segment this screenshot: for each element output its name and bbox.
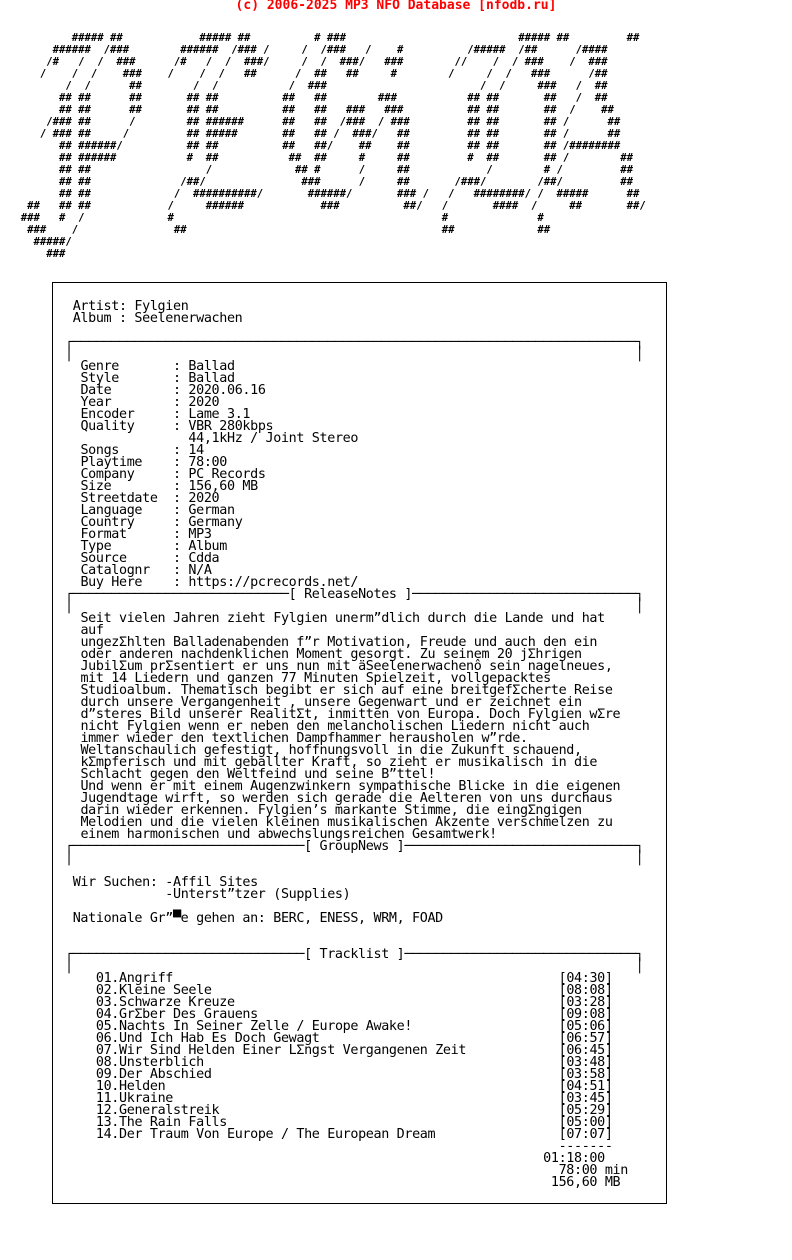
track-row: 09.Der Abschied [03:58] — [95, 1067, 613, 1082]
release-notes-text: Weltanschaulich gefestigt, hoffnungsvoll in die Zukunft schauend, — [80, 743, 582, 758]
info-value: Ballad — [188, 371, 235, 386]
track-time: 07:07 — [566, 1127, 605, 1142]
tracklist-heading: [ Tracklist ] — [304, 947, 405, 962]
info-label: Encoder — [80, 407, 173, 422]
track-row: 12.Generalstreik [05:29] — [95, 1103, 613, 1118]
info-row: Catalognr : N/A — [80, 563, 212, 578]
info-value: 156,60 MB — [188, 479, 258, 494]
info-label: Country — [80, 515, 173, 530]
info-row: Quality : VBR 280kbps — [80, 419, 274, 434]
track-time: 06:57 — [566, 1031, 605, 1046]
info-row: Type : Album — [80, 539, 227, 554]
nfo-box — [52, 282, 667, 1204]
track-time: 05:06 — [566, 1019, 605, 1034]
nfo-text — [65, 301, 643, 1189]
track-number: 08 — [95, 1055, 112, 1070]
info-row: Year : 2020 — [80, 395, 220, 410]
info-row: Size : 156,60 MB — [80, 479, 258, 494]
track-number: 03 — [95, 995, 112, 1010]
track-number: 09 — [95, 1067, 112, 1082]
info-row: Language : German — [80, 503, 235, 518]
info-row: Encoder : Lame 3.1 — [80, 407, 251, 422]
track-row: 07.Wir Sind Helden Einer LΣngst Vergangenen Zeit [06:45] — [95, 1043, 613, 1058]
track-row: 13.The Rain Falls [05:00] — [95, 1115, 613, 1130]
info-label: Year — [80, 395, 173, 410]
release-notes-text: durch unsere Vergangenheit , unsere Gegenwart und er zeichnet ein — [80, 695, 582, 710]
release-notes-text: auf — [80, 623, 104, 638]
album-line: Album : Seelenerwachen — [65, 311, 243, 326]
info-label: Source — [80, 551, 173, 566]
info-value: 2020 — [188, 395, 220, 410]
ascii-logo: ##### ## ##### ## # ### ##### ## ## ###### /### ###### /### / / /### / # /##### /## /#### /# / / ### /# / / ###/ / / ###/ ### // / / ### / ### / / / ### / / / ## / ## ## # / / / ### /## / / ## / / / ### / / ### / ## ## ## ## ## ## ## ## ### ## ## ## / ## ## ## ## ## ## ## ## ### ### ## ## ## / ## /### ## / ## ###### ## ## /### / ### ## ## ## / ## / ### ## / ## ##### ## ## / ###/ ## ## ## ## / ## ## ######/ ## ## ## ##/ ## ## ## ## ## /######## ## ###### # ## ## ## # ## # ## ## / ## ## ## / ## # / ## / # / ## ## ## /##/ ### / ## /###/ /##/ ## ## ## / ##########/ ######/ ### / / ########/ / ##### ## ## ## ## / ###### ### ##/ / #### / ## ##/ ### # / # # # ### / ## ## ## #####/ ### — [20, 32, 646, 260]
track-time: 04:51 — [566, 1079, 605, 1094]
track-row: 06.Und Ich Hab Es Doch Gewagt [06:57] — [95, 1031, 613, 1046]
info-label: Buy Here — [80, 575, 173, 590]
release-notes-text: Schlacht gegen den Weltfeind und seine B”ttel! — [80, 767, 436, 782]
track-title: The Rain Falls — [119, 1115, 227, 1130]
release-notes-text: mit 14 Liedern und ganzen 77 Minuten Spielzeit, vollgepacktes — [80, 671, 551, 686]
info-row: Genre : Ballad — [80, 359, 235, 374]
search-item: -Unterst”tzer (Supplies) — [165, 887, 351, 902]
info-label: Quality — [80, 419, 173, 434]
search-label: Wir Suchen: — [72, 875, 158, 890]
info-label: Company — [80, 467, 173, 482]
info-row: Format : MP3 — [80, 527, 212, 542]
total-size: 156,60 MB — [550, 1175, 621, 1190]
info-rule: ┌─────────────────────────────────────────────────────────────────────────┐ — [65, 335, 644, 350]
track-number: 02 — [95, 983, 112, 998]
section-rule: ┌────────────────────────────[ ReleaseNotes ]─────────────────────────────┐ — [65, 587, 644, 602]
group-news-heading: [ GroupNews ] — [304, 839, 405, 854]
box-side: │ │ — [65, 599, 644, 614]
track-number: 13 — [95, 1115, 112, 1130]
info-row: Source : Cdda — [80, 551, 220, 566]
release-notes-text: Melodien und die vielen kleinen musikalischen Akzente verschmelzen zu — [80, 815, 613, 830]
info-value: Album — [188, 539, 227, 554]
info-value: 44,1kHz / Joint Stereo — [188, 431, 359, 446]
track-title: Angriff — [119, 971, 173, 986]
totals-separator: ------- — [558, 1139, 613, 1154]
info-label: Style — [80, 371, 173, 386]
release-notes-text: Seit vielen Jahren zieht Fylgien unerm”dlich durch die Lande und hat — [80, 611, 605, 626]
release-notes-line — [65, 611, 605, 626]
info-value: 78:00 — [188, 455, 227, 470]
track-row: 14.Der Traum Von Europe / The European Dream [07:07] — [95, 1127, 613, 1142]
release-notes-text: oder anderen nachdenklichen Moment gesorgt. Zu seinem 20 jΣhrigen — [80, 647, 582, 662]
info-value: Lame 3.1 — [188, 407, 251, 422]
section-rule: ┌──────────────────────────────[ GroupNews ]──────────────────────────────┐ — [65, 839, 644, 854]
release-notes-text: Jugendtage wirft, so werden sich gerade die Aelteren von uns durchaus — [80, 791, 613, 806]
track-row: 04.GrΣber Des Grauens [09:08] — [95, 1007, 613, 1022]
track-time: 08:08 — [566, 983, 605, 998]
track-time: 05:29 — [566, 1103, 605, 1118]
track-time: 05:00 — [566, 1115, 605, 1130]
box-side: │ │ — [65, 851, 644, 866]
total-playtime: 78:00 min — [558, 1163, 628, 1178]
track-row: 10.Helden [04:51] — [95, 1079, 613, 1094]
track-time: 03:28 — [566, 995, 605, 1010]
release-notes-text: kΣmpferisch und mit geballter Kraft, so zieht er musikalisch in die — [80, 755, 598, 770]
info-value: German — [188, 503, 235, 518]
section-rule: ┌──────────────────────────────[ Tracklist ]──────────────────────────────┐ — [65, 947, 644, 962]
track-title: Schwarze Kreuze — [119, 995, 235, 1010]
release-notes-text: einem harmonischen und abwechslungsreichen Gesamtwerk! — [80, 827, 497, 842]
copyright-header[interactable]: (c) 2006-2025 MP3 NFO Database [nfodb.ru] — [235, 0, 557, 13]
info-value: Germany — [188, 515, 243, 530]
track-number: 11 — [95, 1091, 112, 1106]
track-title: Und Ich Hab Es Doch Gewagt — [119, 1031, 320, 1046]
track-row: 11.Ukraine [03:45] — [95, 1091, 613, 1106]
info-value: VBR 280kbps — [188, 419, 274, 434]
info-row: Company : PC Records — [80, 467, 266, 482]
info-label: Streetdate — [80, 491, 173, 506]
track-title: Der Abschied — [119, 1067, 212, 1082]
artist-line: Artist: Fylgien — [65, 299, 189, 314]
release-notes-text: darin wieder erkennen. Fylgien’s markante Stimme, die eingΣngigen — [80, 803, 582, 818]
album-value: Seelenerwachen — [134, 311, 243, 326]
info-label: Format — [80, 527, 173, 542]
track-row: 01.Angriff [04:30] — [95, 971, 613, 986]
track-title: Generalstreik — [119, 1103, 220, 1118]
track-time: 09:08 — [566, 1007, 605, 1022]
info-value: Ballad — [188, 359, 235, 374]
release-notes-text: immer wieder den textlichen Dampfhammer herausholen w”rde. — [80, 731, 528, 746]
info-label: Language — [80, 503, 173, 518]
info-value: 2020.06.16 — [188, 383, 266, 398]
track-number: 04 — [95, 1007, 112, 1022]
info-value: PC Records — [188, 467, 266, 482]
release-notes-text: JubilΣum prΣsentiert er uns nun mit äSeelenerwachenô sein nagelneues, — [80, 659, 613, 674]
track-number: 05 — [95, 1019, 112, 1034]
release-notes-text: ungezΣhlten Balladenabenden f”r Motivation, Freude und auch den ein — [80, 635, 598, 650]
track-time: 06:45 — [566, 1043, 605, 1058]
info-value: Cdda — [188, 551, 220, 566]
info-row: Streetdate : 2020 — [80, 491, 220, 506]
info-row: Songs : 14 — [80, 443, 204, 458]
info-label: Date — [80, 383, 173, 398]
release-notes-text: nicht Fylgien wenn er neben den melancholischen Liedern nicht auch — [80, 719, 590, 734]
info-value: 14 — [188, 443, 204, 458]
info-value: https://pcrecords.net/ — [188, 575, 359, 590]
track-number: 06 — [95, 1031, 112, 1046]
info-label: Genre — [80, 359, 173, 374]
release-notes-text: Studioalbum. Thematisch begibt er sich auf eine breitgefΣcherte Reise — [80, 683, 613, 698]
track-title: Nachts In Seiner Zelle / Europe Awake! — [119, 1019, 413, 1034]
track-row: 02.Kleine Seele [08:08] — [95, 983, 613, 998]
info-label: Size — [80, 479, 173, 494]
track-row: 05.Nachts In Seiner Zelle / Europe Awake! [05:06] — [95, 1019, 613, 1034]
track-number: 07 — [95, 1043, 112, 1058]
info-row: Date : 2020.06.16 — [80, 383, 266, 398]
greetings-line — [65, 911, 443, 926]
info-row: Buy Here : https://pcrecords.net/ — [80, 575, 359, 590]
track-title: GrΣber Des Grauens — [119, 1007, 258, 1022]
track-number: 10 — [95, 1079, 112, 1094]
track-title: Unsterblich — [119, 1055, 204, 1070]
track-title: Kleine Seele — [119, 983, 212, 998]
info-value: N/A — [188, 563, 212, 578]
info-label: Type — [80, 539, 173, 554]
info-label: Playtime — [80, 455, 173, 470]
track-time: 03:58 — [566, 1067, 605, 1082]
info-value: 2020 — [188, 491, 220, 506]
info-row: Country : Germany — [80, 515, 243, 530]
track-row: 08.Unsterblich [03:48] — [95, 1055, 613, 1070]
release-notes-text: d”steres Bild unserer RealitΣt, inmitten von Europa. Doch Fylgien wΣre — [80, 707, 621, 722]
release-notes-text: Und wenn er mit einem Augenzwinkern sympathische Blicke in die eigenen — [80, 779, 621, 794]
info-label: Songs — [80, 443, 173, 458]
artist-value: Fylgien — [134, 299, 189, 314]
track-row: 03.Schwarze Kreuze [03:28] — [95, 995, 613, 1010]
track-time: 04:30 — [566, 971, 605, 986]
track-title: Ukraine — [119, 1091, 173, 1106]
greetings-text: Nationale Gr”▀e gehen an: BERC, ENESS, WRM, FOAD — [72, 911, 443, 926]
track-title: Wir Sind Helden Einer LΣngst Vergangenen Zeit — [119, 1043, 467, 1058]
box-side: │ │ — [65, 959, 644, 974]
info-row: Playtime : 78:00 — [80, 455, 227, 470]
track-time: 03:45 — [566, 1091, 605, 1106]
track-title: Helden — [119, 1079, 166, 1094]
info-row: Style : Ballad — [80, 371, 235, 386]
info-value: MP3 — [188, 527, 212, 542]
track-number: 01 — [95, 971, 112, 986]
track-number: 12 — [95, 1103, 112, 1118]
track-time: 03:48 — [566, 1055, 605, 1070]
total-time: 01:18:00 — [543, 1151, 605, 1166]
box-side: │ │ — [65, 347, 644, 362]
track-title: Der Traum Von Europe / The European Dream — [119, 1127, 436, 1142]
search-item: -Affil Sites — [165, 875, 258, 890]
info-label: Catalognr — [80, 563, 173, 578]
totals-line — [65, 1175, 620, 1190]
search-line — [65, 887, 350, 902]
release-notes-heading: [ ReleaseNotes ] — [288, 587, 413, 602]
track-number: 14 — [95, 1127, 112, 1142]
